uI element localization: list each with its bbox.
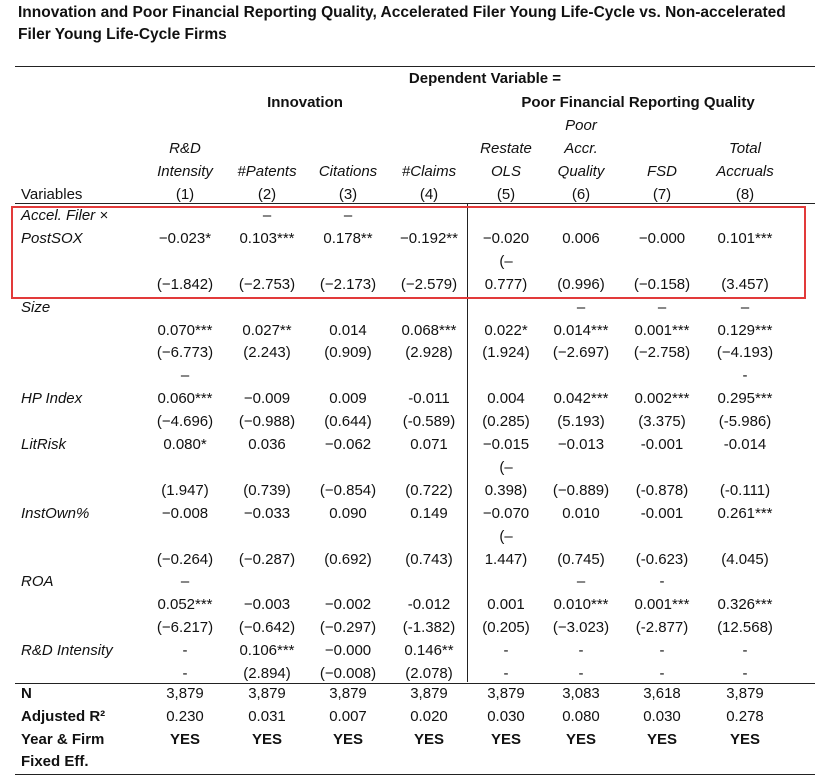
table-cell: 0.398) — [484, 482, 528, 499]
column-header-8-l2: Total — [729, 140, 761, 157]
table-cell: - — [182, 642, 188, 659]
column-header-1-l2: R&D — [169, 140, 201, 157]
column-header-5-num: (5) — [496, 186, 516, 203]
table-cell: - — [742, 642, 748, 659]
summary-cell: 3,083 — [562, 685, 600, 702]
table-cell: 0.010 — [562, 505, 600, 522]
table-cell: 1.447) — [484, 551, 528, 568]
table-cell: (−0.158) — [633, 276, 691, 293]
summary-cell: 0.030 — [487, 708, 525, 725]
top-rule — [15, 66, 815, 67]
table-cell: (0.909) — [324, 344, 372, 361]
table-cell: (-0.623) — [635, 551, 689, 568]
table-cell: (– — [499, 528, 513, 545]
row-label: R&D Intensity — [21, 642, 113, 659]
summary-cell: YES — [251, 731, 282, 748]
table-cell: −0.020 — [482, 230, 530, 247]
table-cell: 0.101*** — [717, 230, 773, 247]
table-cell: 0.009 — [329, 390, 367, 407]
table-cell: -0.014 — [723, 436, 767, 453]
summary-cell: 0.031 — [248, 708, 286, 725]
table-cell: 0.071 — [410, 436, 448, 453]
table-cell: 0.014*** — [553, 322, 609, 339]
row-label: ROA — [21, 573, 54, 590]
table-cell: – — [657, 299, 667, 316]
summary-cell: YES — [646, 731, 677, 748]
table-cell: −0.023* — [158, 230, 212, 247]
column-header-1-l3: Intensity — [157, 163, 213, 180]
table-cell: 0.022* — [484, 322, 528, 339]
table-cell: -0.011 — [408, 390, 450, 407]
summary-cell: YES — [729, 731, 760, 748]
table-cell: (0.285) — [482, 413, 530, 430]
table-cell: (1.924) — [482, 344, 530, 361]
table-cell: 0.146** — [404, 642, 454, 659]
summary-cell: 0.030 — [643, 708, 681, 725]
table-cell: 0.010*** — [553, 596, 609, 613]
table-cell: −0.070 — [482, 505, 530, 522]
column-header-6-l1: Poor — [565, 117, 597, 134]
table-cell: (-2.877) — [635, 619, 689, 636]
table-cell: 0.070*** — [157, 322, 213, 339]
column-header-7-num: (7) — [652, 186, 672, 203]
summary-cell: 3,879 — [726, 685, 764, 702]
table-cell: (−1.842) — [156, 276, 214, 293]
table-cell: 0.295*** — [717, 390, 773, 407]
table-cell: - — [659, 573, 665, 590]
row-label: LitRisk — [21, 436, 67, 453]
table-cell: 0.178** — [323, 230, 373, 247]
table-cell: 0.006 — [562, 230, 600, 247]
table-title: Innovation and Poor Financial Reporting Quality, Accelerated Filer Young Life-Cycle vs. Non-accelerated Filer Young Life-Cycle Firms — [18, 4, 786, 43]
table-cell: (4.045) — [721, 551, 769, 568]
summary-cell: YES — [413, 731, 444, 748]
summary-cell: 0.230 — [166, 708, 204, 725]
table-cell: 0.129*** — [717, 322, 773, 339]
table-cell: (3.457) — [721, 276, 769, 293]
table-cell: 0.001*** — [634, 596, 690, 613]
row-label: Accel. Filer × — [21, 207, 109, 224]
summary-cell: YES — [169, 731, 200, 748]
table-cell: (−3.023) — [552, 619, 610, 636]
table-cell: 0.004 — [487, 390, 525, 407]
column-header-6-l3: Quality — [557, 163, 605, 180]
table-cell: - — [742, 367, 748, 384]
dependent-variable-header: Dependent Variable = — [408, 70, 562, 87]
column-header-6-l2: Accr. — [564, 140, 598, 157]
table-cell: (−4.193) — [716, 344, 774, 361]
table-cell: (−0.008) — [319, 665, 377, 682]
table-cell: (0.739) — [243, 482, 291, 499]
table-cell: (−0.264) — [156, 551, 214, 568]
table-cell: (−0.889) — [552, 482, 610, 499]
summary-label: Adjusted R² — [21, 708, 106, 725]
bottom-rule — [15, 774, 815, 775]
table-cell: 0.060*** — [157, 390, 213, 407]
table-cell: – — [576, 573, 586, 590]
table-cell: – — [180, 367, 190, 384]
table-cell: 0.326*** — [717, 596, 773, 613]
table-cell: (−4.696) — [156, 413, 214, 430]
column-header-3-num: (3) — [338, 186, 358, 203]
group-poor-frq: Poor Financial Reporting Quality — [521, 94, 755, 111]
table-cell: - — [578, 665, 584, 682]
summary-cell: 0.278 — [726, 708, 764, 725]
table-cell: (−0.287) — [238, 551, 296, 568]
table-cell: (−0.988) — [238, 413, 296, 430]
column-header-1-num: (1) — [175, 186, 195, 203]
table-cell: (0.996) — [557, 276, 605, 293]
table-cell: 0.027** — [242, 322, 292, 339]
table-cell: (2.078) — [405, 665, 453, 682]
table-cell: (−2.697) — [552, 344, 610, 361]
table-cell: (-0.878) — [635, 482, 689, 499]
summary-cell: 3,618 — [643, 685, 681, 702]
table-cell: - — [578, 642, 584, 659]
table-cell: −0.003 — [243, 596, 291, 613]
table-cell: 0.001*** — [634, 322, 690, 339]
table-cell: -0.001 — [640, 505, 684, 522]
summary-label: Fixed Eff. — [21, 753, 89, 770]
table-cell: 0.090 — [329, 505, 367, 522]
table-cell: 0.068*** — [401, 322, 457, 339]
table-cell: 0.036 — [248, 436, 286, 453]
column-header-5-l2: Restate — [480, 140, 532, 157]
table-cell: (0.722) — [405, 482, 453, 499]
summary-cell: YES — [565, 731, 596, 748]
column-header-4-num: (4) — [419, 186, 439, 203]
table-cell: (-5.986) — [718, 413, 772, 430]
column-header-4-l3: #Claims — [401, 163, 457, 180]
table-cell: 0.002*** — [634, 390, 690, 407]
table-cell: 0.106*** — [239, 642, 295, 659]
table-cell: -0.001 — [640, 436, 684, 453]
table-cell: (−0.854) — [319, 482, 377, 499]
table-cell: −0.009 — [243, 390, 291, 407]
column-header-6-num: (6) — [571, 186, 591, 203]
table-cell: 0.042*** — [553, 390, 609, 407]
table-cell: 0.080* — [163, 436, 207, 453]
summary-cell: YES — [332, 731, 363, 748]
row-label: HP Index — [21, 390, 83, 407]
table-cell: (−2.579) — [400, 276, 458, 293]
table-cell: 0.777) — [484, 276, 528, 293]
table-cell: (-0.111) — [719, 482, 771, 499]
table-cell: - — [659, 642, 665, 659]
table-cell: -0.012 — [407, 596, 451, 613]
table-cell: −0.192** — [400, 230, 458, 247]
summary-cell: 3,879 — [329, 685, 367, 702]
row-label: InstOwn% — [21, 505, 90, 522]
table-cell: −0.000 — [638, 230, 686, 247]
column-header-2-num: (2) — [257, 186, 277, 203]
summary-cell: 0.007 — [329, 708, 367, 725]
table-cell: (– — [499, 459, 513, 476]
table-cell: (−6.217) — [156, 619, 214, 636]
table-cell: (1.947) — [161, 482, 209, 499]
table-cell: (0.692) — [324, 551, 372, 568]
summary-cell: 3,879 — [166, 685, 204, 702]
table-cell: (2.243) — [243, 344, 291, 361]
table-cell: −0.033 — [243, 505, 291, 522]
column-header-7-l3: FSD — [647, 163, 677, 180]
variables-label: Variables — [21, 186, 83, 203]
summary-cell: 3,879 — [487, 685, 525, 702]
table-cell: - — [503, 642, 509, 659]
table-cell: – — [740, 299, 750, 316]
table-cell: (12.568) — [717, 619, 773, 636]
table-cell: 0.149 — [410, 505, 448, 522]
table-cell: – — [343, 207, 353, 224]
row-label: PostSOX — [21, 230, 83, 247]
table-cell: (−0.642) — [238, 619, 296, 636]
table-cell: – — [180, 573, 190, 590]
table-cell: (−0.297) — [319, 619, 377, 636]
table-cell: (0.743) — [405, 551, 453, 568]
summary-cell: 0.080 — [562, 708, 600, 725]
table-cell: 0.103*** — [239, 230, 295, 247]
table-cell: (−6.773) — [156, 344, 214, 361]
summary-cell: YES — [490, 731, 521, 748]
table-cell: −0.062 — [324, 436, 372, 453]
table-cell: - — [182, 665, 188, 682]
column-header-8-l3: Accruals — [716, 163, 774, 180]
table-cell: −0.015 — [482, 436, 530, 453]
table-cell: (2.928) — [405, 344, 453, 361]
summary-label: N — [21, 685, 32, 702]
table-cell: - — [659, 665, 665, 682]
table-cell: −0.008 — [161, 505, 209, 522]
table-cell: 0.052*** — [157, 596, 213, 613]
table-cell: – — [262, 207, 272, 224]
table-cell: −0.000 — [324, 642, 372, 659]
table-cell: (−2.173) — [319, 276, 377, 293]
table-cell: (2.894) — [243, 665, 291, 682]
row-label: Size — [21, 299, 51, 316]
table-cell: (0.745) — [557, 551, 605, 568]
table-cell: 0.261*** — [717, 505, 773, 522]
table-cell: - — [503, 665, 509, 682]
table-cell: (– — [499, 253, 513, 270]
table-cell: (−2.758) — [633, 344, 691, 361]
table-cell: (5.193) — [557, 413, 605, 430]
column-header-3-l3: Citations — [318, 163, 378, 180]
summary-cell: 0.020 — [410, 708, 448, 725]
table-cell: (-1.382) — [402, 619, 456, 636]
table-cell: (0.205) — [482, 619, 530, 636]
column-header-5-l3: OLS — [490, 163, 521, 180]
summary-label: Year & Firm — [21, 731, 105, 748]
table-cell: 0.001 — [487, 596, 525, 613]
column-header-2-l3: #Patents — [237, 163, 297, 180]
table-cell: (-0.589) — [402, 413, 456, 430]
table-cell: (3.375) — [638, 413, 686, 430]
summary-cell: 3,879 — [248, 685, 286, 702]
table-cell: - — [742, 665, 748, 682]
column-header-8-num: (8) — [735, 186, 755, 203]
table-cell: −0.002 — [324, 596, 372, 613]
table-cell: – — [576, 299, 586, 316]
group-innovation: Innovation — [267, 94, 343, 111]
table-cell: (0.644) — [324, 413, 372, 430]
table-cell: −0.013 — [557, 436, 605, 453]
table-cell: 0.014 — [329, 322, 367, 339]
table-cell: (−2.753) — [238, 276, 296, 293]
summary-cell: 3,879 — [410, 685, 448, 702]
